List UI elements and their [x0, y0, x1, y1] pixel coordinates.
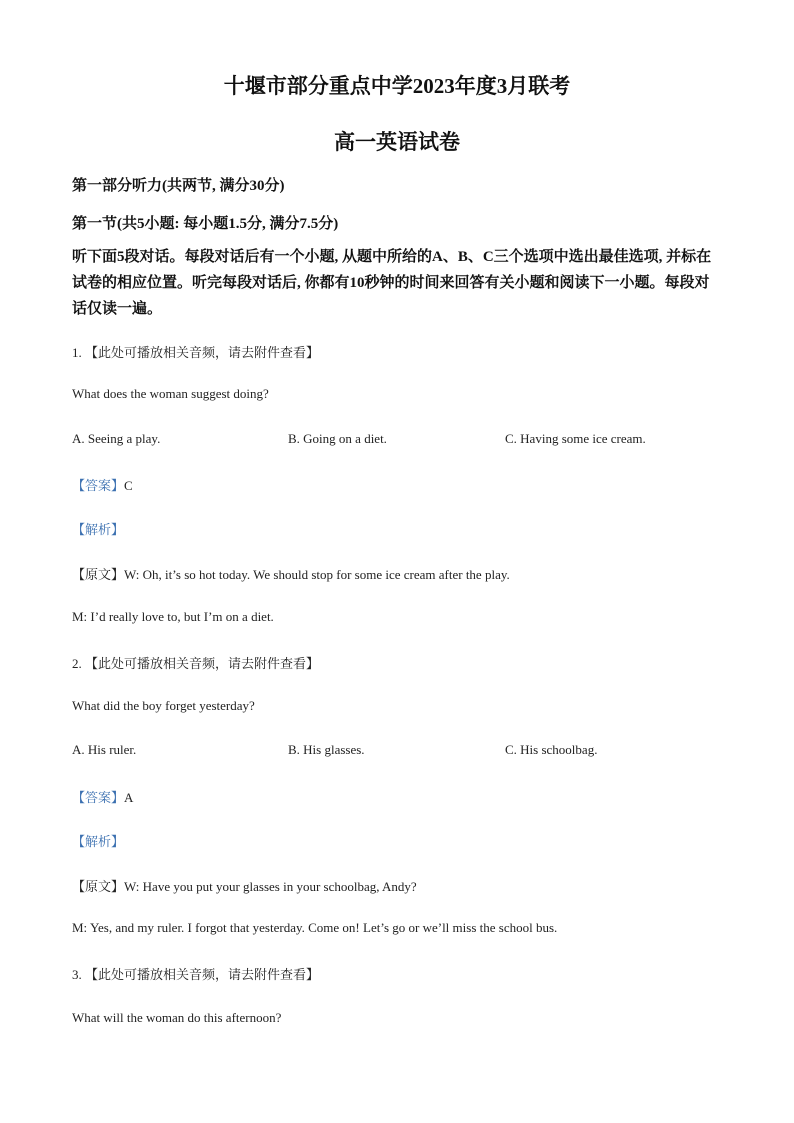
transcript-line: W: Oh, it’s so hot today. We should stop for some ice cream after the play. [124, 567, 510, 582]
answer-label: 【答案】 [72, 478, 125, 493]
answer-label: 【答案】 [72, 790, 125, 805]
question-2-header [72, 653, 319, 672]
question-3-header [72, 964, 319, 983]
question-3-text: What will the woman do this afternoon? [72, 1010, 282, 1025]
audio-note[interactable]: 【此处可播放相关音频，请去附件查看】 [85, 967, 320, 982]
question-2-text: What did the boy forget yesterday? [72, 698, 255, 713]
instructions: 听下面5段对话。每段对话后有一个小题, 从题中所给的A、B、C三个选项中选出最佳选项, 并标在试卷的相应位置。听完每段对话后, 你都有10秒钟的时间来回答有关小题和阅读下一小题。每段对话仅读一遍。 [72, 249, 712, 317]
analysis-label: 【解析】 [72, 522, 125, 537]
question-2-original-m: M: Yes, and my ruler. I forgot that yesterday. Come on! Let’s go or we’ll miss the school bus. [72, 920, 558, 935]
question-2-option-c: C. His schoolbag. [505, 742, 598, 757]
question-1-analysis [72, 519, 124, 538]
question-2-answer [72, 787, 133, 806]
question-1-option-b: B. Going on a diet. [288, 431, 387, 446]
question-2-option-a: A. His ruler. [72, 742, 137, 757]
question-1-option-a: A. Seeing a play. [72, 431, 161, 446]
answer-value: A [124, 790, 134, 805]
question-2-analysis [72, 831, 124, 850]
answer-value: C [124, 478, 133, 493]
exam-subtitle: 高一英语试卷 [334, 130, 460, 154]
audio-note[interactable]: 【此处可播放相关音频，请去附件查看】 [85, 656, 320, 671]
transcript-line: W: Have you put your glasses in your schoolbag, Andy? [124, 879, 417, 894]
question-1-original-w [72, 564, 510, 583]
question-1-header [72, 342, 319, 361]
original-label: 【原文】 [72, 879, 125, 894]
question-number: 2. [72, 656, 82, 671]
question-number: 3. [72, 967, 82, 982]
question-2-original-w [72, 876, 417, 895]
question-1-answer [72, 475, 133, 494]
exam-title: 十堰市部分重点中学2023年度3月联考 [223, 74, 571, 98]
original-label: 【原文】 [72, 567, 125, 582]
question-2-option-b: B. His glasses. [288, 742, 365, 757]
audio-note[interactable]: 【此处可播放相关音频，请去附件查看】 [85, 345, 320, 360]
section-heading: 第一节(共5小题: 每小题1.5分, 满分7.5分) [72, 216, 339, 232]
question-number: 1. [72, 345, 82, 360]
question-1-original-m: M: I’d really love to, but I’m on a diet. [72, 609, 274, 624]
part-heading: 第一部分听力(共两节, 满分30分) [72, 178, 285, 194]
question-1-option-c: C. Having some ice cream. [505, 431, 646, 446]
question-1-text: What does the woman suggest doing? [72, 386, 269, 401]
analysis-label: 【解析】 [72, 834, 125, 849]
